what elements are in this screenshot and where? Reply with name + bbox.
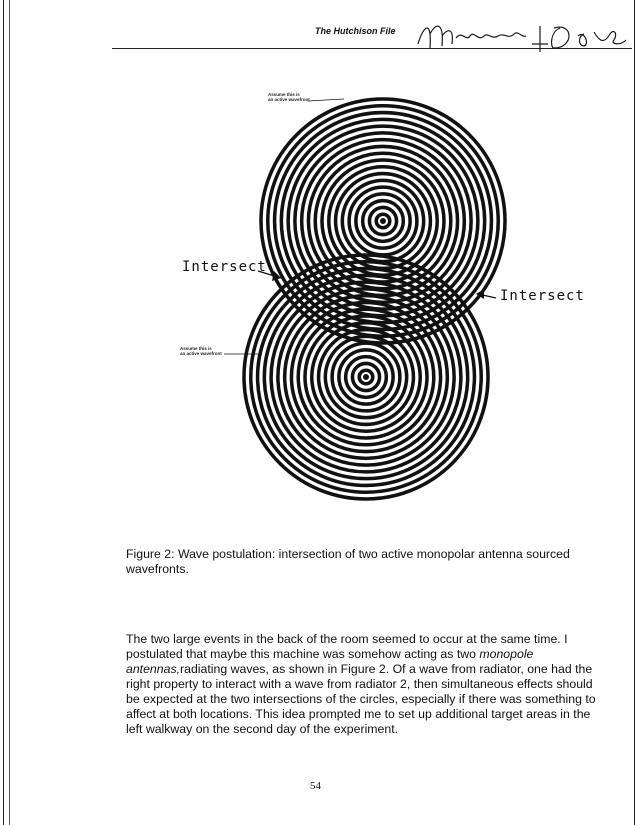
body-emphasis-monopole: monopole antennas, <box>126 647 534 676</box>
running-header-title: The Hutchison File <box>315 26 396 36</box>
upper-wavefront-rings <box>261 99 505 343</box>
top-wavefront-note <box>268 92 310 102</box>
left-intersect-label: Intersect <box>182 259 267 275</box>
right-intersect-label: Intersect <box>500 288 585 304</box>
page-number: 54 <box>310 780 321 792</box>
bottom-note-line1: Assume this is <box>180 346 212 351</box>
top-note-pointer <box>308 99 344 101</box>
body-text-part1: The two large events in the back of the room seemed to occur at the same time. I postulated that maybe this machine was somehow acting as two <box>126 632 568 661</box>
body-text-part2: radiating waves, as shown in Figure 2. Of a wave from radiator, one had the right property to interact with a wave from radiator 2, then simultaneous effects should be expected at the two intersections of the circles, especially if there was something to affect at both locations. This idea prompted me to set up additional target areas in the left walkway on the second day of the experiment. <box>126 662 596 736</box>
bottom-wavefront-note <box>180 346 222 356</box>
figure-caption: Figure 2: Wave postulation: intersection of two active monopolar antenna sourced wavefronts. <box>126 547 570 576</box>
lower-wavefront-source-dot <box>363 374 369 380</box>
upper-wavefront-source-dot <box>380 218 386 224</box>
bottom-note-line2: an active wavefront <box>180 351 222 356</box>
top-note-line2: an active wavefront <box>268 97 310 102</box>
lower-wavefront-rings <box>244 255 488 499</box>
body-paragraph <box>126 632 606 737</box>
top-note-line1: Assume this is <box>268 92 300 97</box>
